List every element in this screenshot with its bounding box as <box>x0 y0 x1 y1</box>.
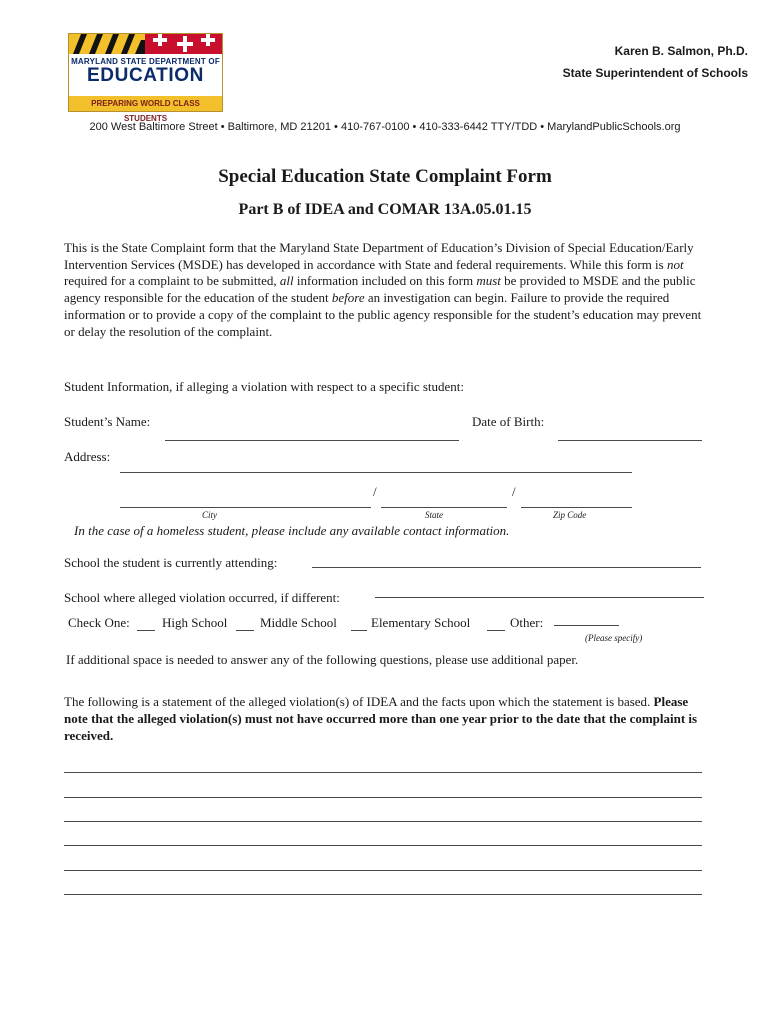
state-caption: State <box>425 510 443 520</box>
agency-address: 200 West Baltimore Street • Baltimore, MD 21201 • 410-767-0100 • 410-333-6442 TTY/TDD • MarylandPublicSchools.org <box>89 121 681 133</box>
student-info-heading: Student Information, if alleging a violation with respect to a specific student: <box>64 379 465 394</box>
homeless-note: In the case of a homeless student, please include any available contact information. <box>74 523 510 538</box>
students-name-field[interactable] <box>165 440 459 441</box>
other-checkbox[interactable] <box>487 630 505 631</box>
middle-school-option: Middle School <box>260 615 337 630</box>
logo-education: EDUCATION <box>87 65 204 86</box>
high-school-checkbox[interactable] <box>137 630 155 631</box>
intro-text-5: an investigation can begin. Failure to provide the required information or to provide a copy of the complaint to the public agency responsible for the student’s education may prevent or delay the resolution of the complaint. <box>64 290 702 339</box>
statement-instructions <box>64 693 714 744</box>
city-caption: City <box>202 510 217 520</box>
intro-text-4: be provided to MSDE and the public agency responsible for the education of the student <box>64 273 696 306</box>
dob-label: Date of Birth: <box>472 414 545 429</box>
check-one-label: Check One: <box>68 615 130 630</box>
intro-text-1: This is the State Complaint form that the Maryland State Department of Education’s Division of Special Education/Early Intervention Services (MSDE) has developed in accordance with State and federal requirements. While this form is <box>64 240 694 272</box>
high-school-option: High School <box>162 615 228 630</box>
statement-answer-line[interactable] <box>64 772 702 773</box>
maryland-flag-icon <box>69 34 222 54</box>
statement-text: The following is a statement of the alleged violation(s) of IDEA and the facts upon which the statement is based. <box>64 694 654 709</box>
intro-not: not <box>666 256 684 272</box>
intro-all: all <box>279 273 294 289</box>
address-label: Address: <box>64 449 111 464</box>
intro-text-3: information included on this form <box>293 273 477 289</box>
statement-answer-line[interactable] <box>64 845 702 846</box>
other-option: Other: <box>510 615 544 630</box>
statement-answer-line[interactable] <box>64 870 702 871</box>
form-title: Special Education State Complaint Form <box>218 166 552 187</box>
intro-text-2: required for a complaint to be submitted, <box>64 273 280 289</box>
street-address-field[interactable] <box>120 472 632 473</box>
statement-bold-note: Please note that the alleged violation(s) must not have occurred more than one year prior to the date that the complaint is received. <box>64 694 698 743</box>
school-attending-field[interactable] <box>312 567 701 568</box>
msde-logo <box>68 33 223 123</box>
logo-agency-line: MARYLAND STATE DEPARTMENT OF <box>71 57 220 66</box>
intro-paragraph <box>64 240 714 340</box>
state-field[interactable] <box>381 507 507 508</box>
form-subtitle: Part B of IDEA and COMAR 13A.05.01.15 <box>238 201 532 218</box>
superintendent-name: Karen B. Salmon, Ph.D. <box>614 44 748 58</box>
students-name-label: Student’s Name: <box>64 414 151 429</box>
city-state-separator: / <box>373 484 377 499</box>
state-zip-separator: / <box>512 484 516 499</box>
middle-school-checkbox[interactable] <box>236 630 254 631</box>
additional-space-note: If additional space is needed to answer any of the following questions, please use additional paper. <box>66 652 579 667</box>
school-violation-label: School where alleged violation occurred, if different: <box>64 590 340 605</box>
zip-field[interactable] <box>521 507 632 508</box>
school-attending-label: School the student is currently attending: <box>64 555 278 570</box>
please-specify-caption: (Please specify) <box>585 633 643 643</box>
statement-answer-line[interactable] <box>64 797 702 798</box>
intro-before: before <box>331 290 365 306</box>
elementary-school-checkbox[interactable] <box>351 630 367 631</box>
city-field[interactable] <box>120 507 371 508</box>
other-specify-field[interactable] <box>554 625 619 626</box>
logo-tagline: PREPARING WORLD CLASS STUDENTS <box>69 96 222 111</box>
superintendent-title: State Superintendent of Schools <box>562 66 748 80</box>
elementary-school-option: Elementary School <box>371 615 471 630</box>
statement-answer-line[interactable] <box>64 894 702 895</box>
statement-answer-line[interactable] <box>64 821 702 822</box>
dob-field[interactable] <box>558 440 702 441</box>
school-violation-field[interactable] <box>375 597 704 598</box>
zip-caption: Zip Code <box>553 510 587 520</box>
intro-must: must <box>476 273 501 289</box>
